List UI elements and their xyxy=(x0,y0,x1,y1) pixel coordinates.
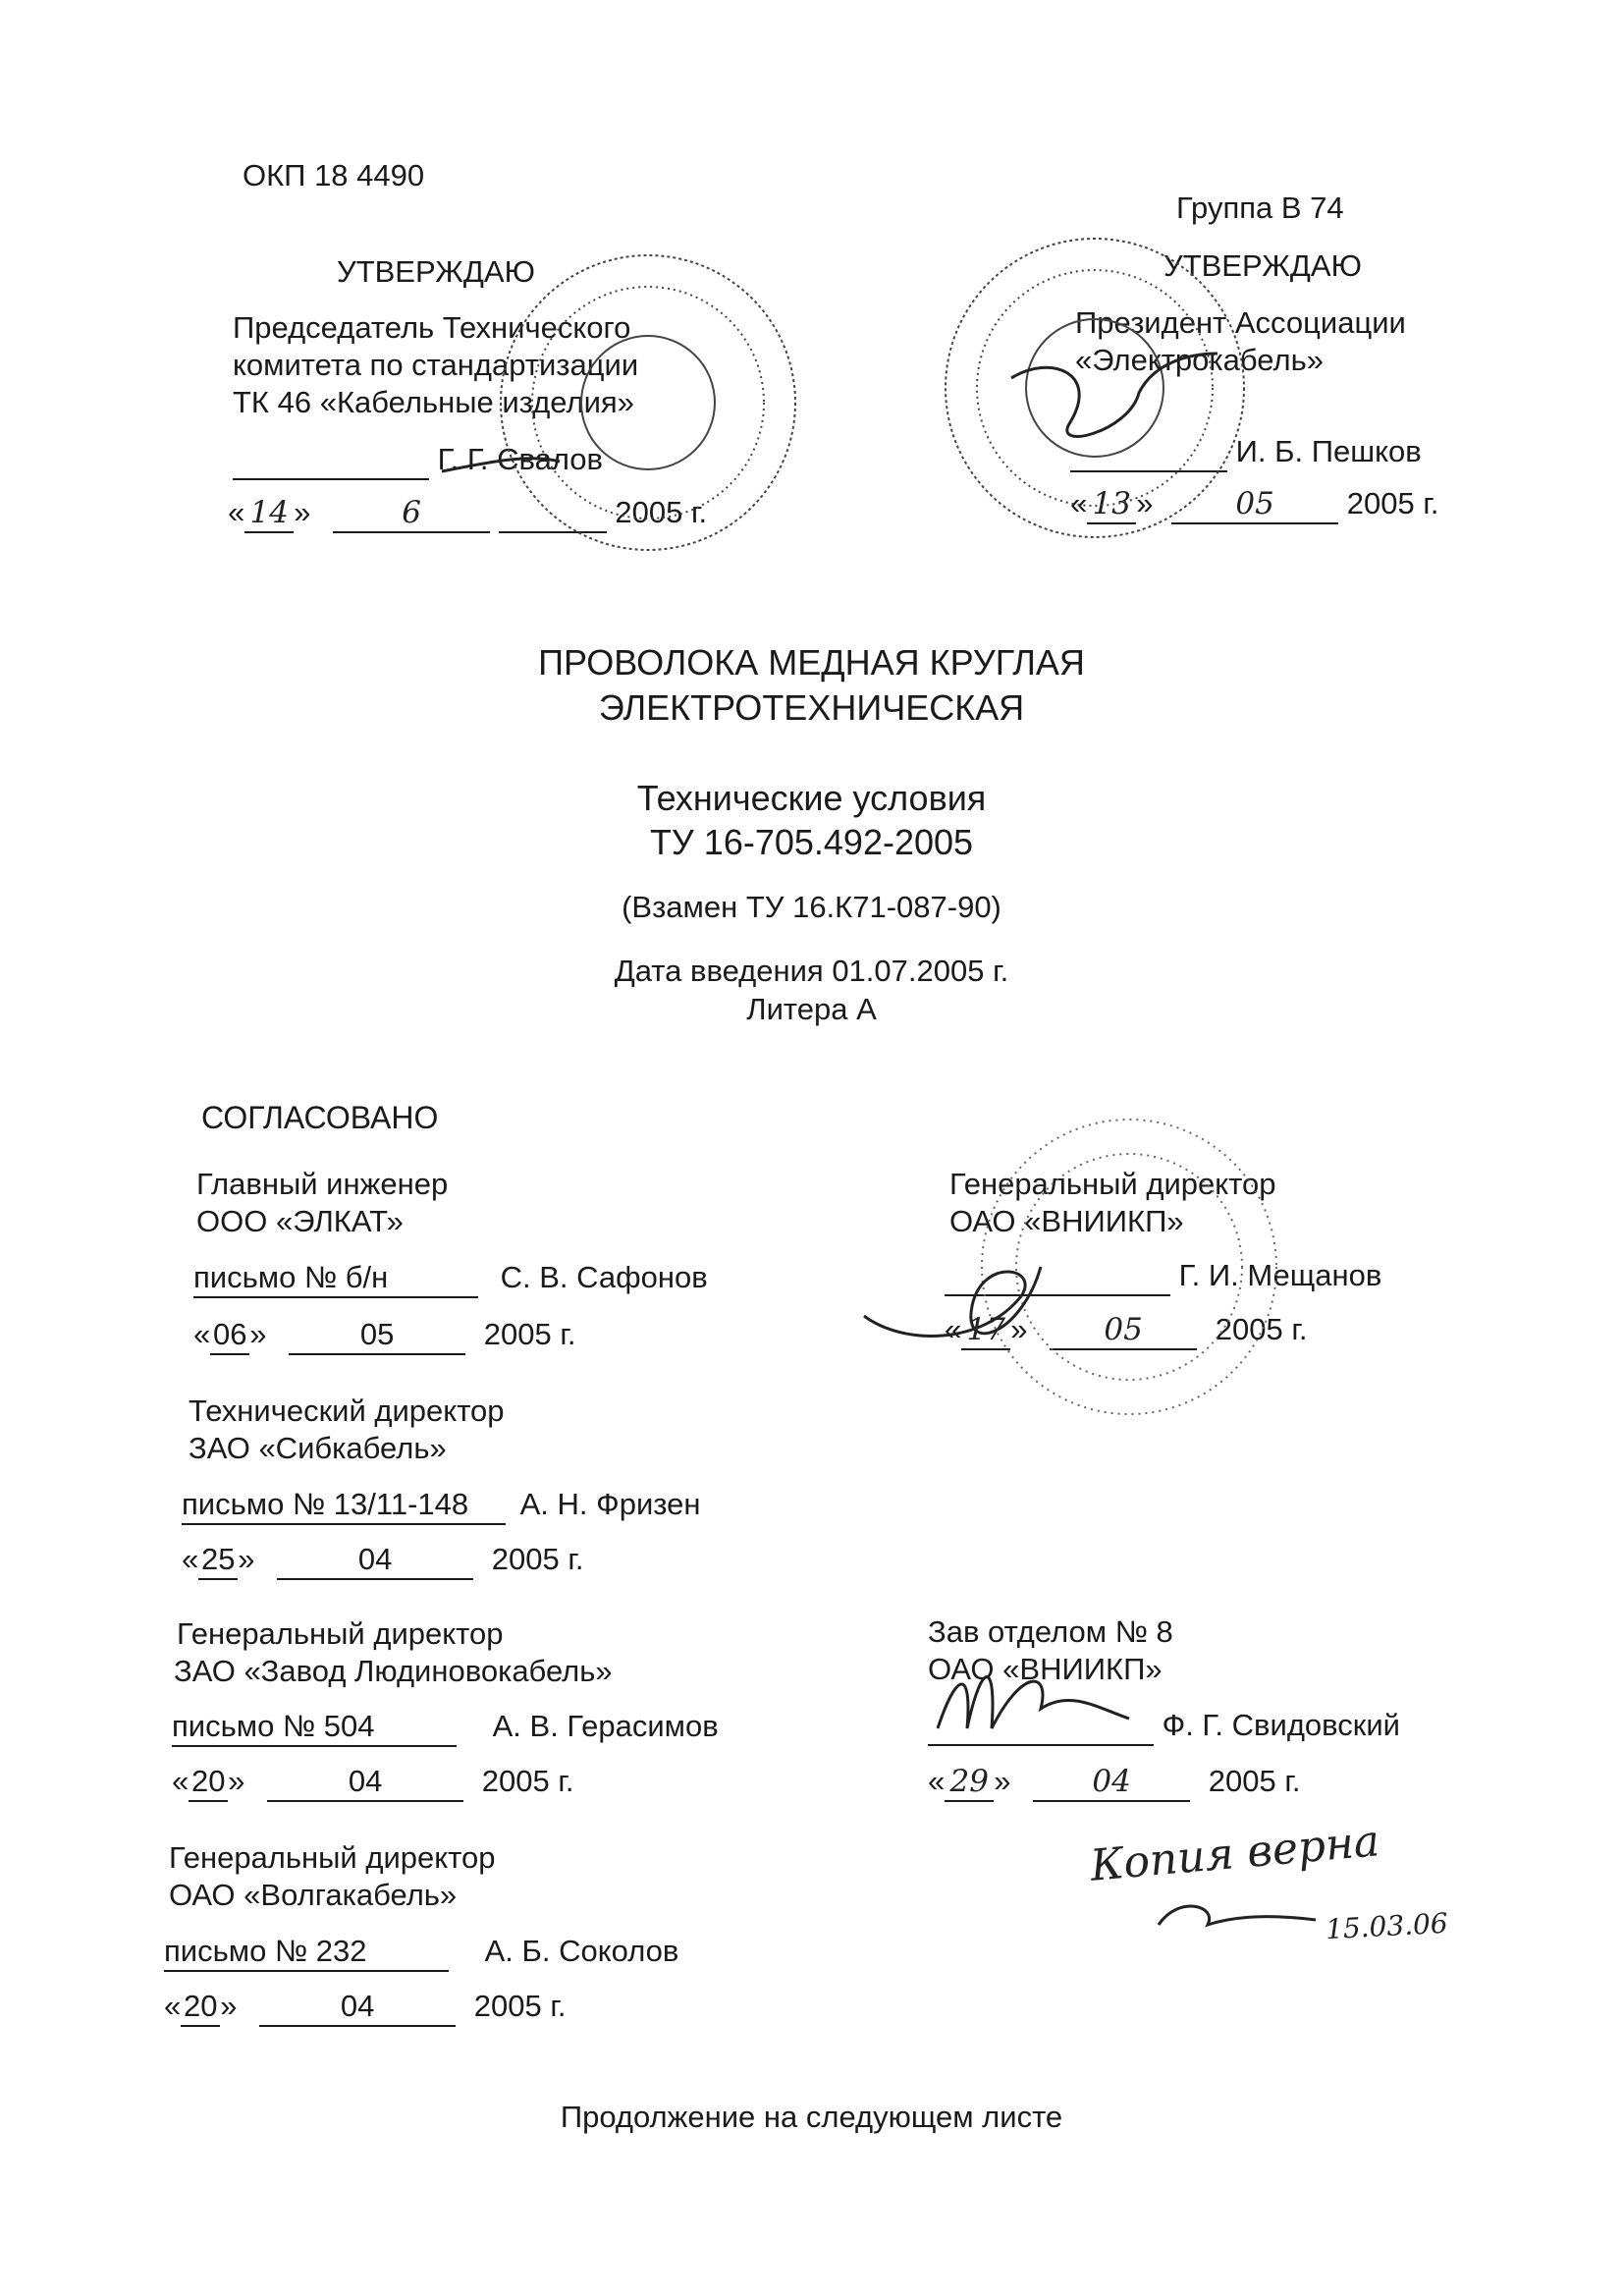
entry-position: Зав отделом № 8 xyxy=(928,1614,1173,1649)
approval-right-day: 13 xyxy=(1087,485,1136,524)
doc-title-line2: ЭЛЕКТРОТЕХНИЧЕСКАЯ xyxy=(598,687,1025,728)
entry-org: ОАО «ВНИИКП» xyxy=(928,1652,1163,1686)
entry-date: «20» 04 2005 г. xyxy=(164,1988,566,2027)
entry-year: 2005 г. xyxy=(1215,1312,1308,1346)
approval-left-signatory: Г. Г. Свалов xyxy=(437,442,603,476)
approval-right-month: 05 xyxy=(1171,485,1338,524)
entry-name: Г. И. Мещанов xyxy=(1178,1258,1382,1292)
approval-left-line3: ТК 46 «Кабельные изделия» xyxy=(233,385,634,419)
entry-day: 29 xyxy=(945,1763,994,1802)
entry-year: 2005 г. xyxy=(481,1764,574,1798)
entry-day: 25 xyxy=(198,1541,238,1580)
entry-month: 04 xyxy=(267,1763,463,1802)
approval-right-signatory: И. Б. Пешков xyxy=(1235,434,1422,468)
entry-year: 2005 г. xyxy=(1208,1764,1301,1798)
entry-month: 05 xyxy=(1050,1311,1197,1350)
copy-note-text: Копия верна xyxy=(1088,1816,1382,1891)
entry-month: 05 xyxy=(289,1316,465,1355)
approval-right-year: 2005 г. xyxy=(1346,486,1439,520)
doc-title-line1: ПРОВОЛОКА МЕДНАЯ КРУГЛАЯ xyxy=(538,642,1085,683)
doc-subtitle: Технические условия xyxy=(636,778,987,818)
approval-right-heading: УТВЕРЖДАЮ xyxy=(1163,248,1362,283)
entry-letter-line xyxy=(172,1708,719,1747)
approval-right-signature-line xyxy=(1070,433,1422,472)
entry-date: «20» 04 2005 г. xyxy=(172,1763,573,1802)
approval-left-line1: Председатель Технического xyxy=(233,310,631,345)
entry-org: ООО «ЭЛКАТ» xyxy=(196,1204,404,1238)
entry-letter-line xyxy=(193,1259,708,1298)
entry-signature-line xyxy=(928,1707,1400,1746)
entry-month: 04 xyxy=(277,1541,473,1580)
approval-left-line2: комитета по стандартизации xyxy=(233,348,639,382)
entry-day: 17 xyxy=(961,1311,1010,1350)
entry-day: 20 xyxy=(189,1763,228,1802)
approval-left-day: 14 xyxy=(244,494,294,533)
entry-letter: письмо № 232 xyxy=(164,1933,449,1972)
entry-name: Ф. Г. Свидовский xyxy=(1162,1708,1400,1742)
entry-name: С. В. Сафонов xyxy=(500,1260,708,1294)
entry-month: 04 xyxy=(1033,1763,1190,1802)
entry-month: 04 xyxy=(259,1988,456,2027)
entry-name: А. В. Герасимов xyxy=(492,1709,719,1743)
entry-position: Генеральный директор xyxy=(169,1840,496,1875)
entry-org: ОАО «ВНИИКП» xyxy=(949,1204,1184,1238)
approval-left-heading: УТВЕРЖДАЮ xyxy=(337,254,535,289)
entry-position: Главный инженер xyxy=(196,1167,449,1201)
approval-right-date: « 13 » 05 2005 г. xyxy=(1070,485,1438,524)
entry-letter-line xyxy=(182,1486,701,1525)
entry-letter: письмо № б/н xyxy=(193,1259,478,1298)
entry-year: 2005 г. xyxy=(491,1542,584,1576)
approval-left-date: « 14 » 6 2005 г. xyxy=(228,494,707,533)
doc-code: ТУ 16-705.492-2005 xyxy=(649,822,974,862)
doc-replaces: (Взамен ТУ 16.К71-087-90) xyxy=(622,890,1001,924)
entry-org: ЗАО «Завод Людиновокабель» xyxy=(174,1654,613,1688)
entry-org: ОАО «Волгакабель» xyxy=(169,1878,458,1912)
entry-year: 2005 г. xyxy=(473,1989,567,2023)
entry-letter: письмо № 504 xyxy=(172,1708,457,1747)
approval-left-month: 6 xyxy=(333,494,490,533)
copy-note-date: 15.03.06 xyxy=(1325,1906,1449,1946)
approval-right-line2: «Электрокабель» xyxy=(1075,343,1324,377)
entry-date: « 17 » 05 2005 г. xyxy=(945,1311,1307,1350)
entry-position: Генеральный директор xyxy=(177,1616,504,1651)
entry-date: «06» 05 2005 г. xyxy=(193,1316,575,1355)
doc-intro-date: Дата введения 01.07.2005 г. xyxy=(614,954,1009,988)
continued-note: Продолжение на следующем листе xyxy=(560,2100,1063,2134)
entry-date: « 29 » 04 2005 г. xyxy=(928,1763,1300,1802)
entry-letter: письмо № 13/11-148 xyxy=(182,1486,506,1525)
entry-day: 20 xyxy=(181,1988,220,2027)
group-code: Группа В 74 xyxy=(1176,191,1344,225)
doc-litera: Литера А xyxy=(746,992,877,1026)
signature-copy-icon xyxy=(1159,1906,1316,1925)
approval-left-signature-line xyxy=(233,441,603,480)
okp-code: ОКП 18 4490 xyxy=(243,158,425,192)
entry-name: А. Б. Соколов xyxy=(484,1934,679,1968)
approval-right-line1: Президент Ассоциации xyxy=(1075,305,1406,340)
entry-name: А. Н. Фризен xyxy=(519,1487,701,1521)
entry-position: Технический директор xyxy=(189,1394,505,1428)
approval-left-year: 2005 г. xyxy=(615,495,708,529)
entry-day: 06 xyxy=(210,1316,249,1355)
entry-signature-line xyxy=(945,1257,1381,1296)
entry-year: 2005 г. xyxy=(483,1317,576,1351)
agreed-heading: СОГЛАСОВАНО xyxy=(201,1100,439,1135)
entry-letter-line xyxy=(164,1933,678,1972)
entry-position: Генеральный директор xyxy=(949,1167,1276,1201)
signature-blank xyxy=(233,441,429,480)
entry-date: «25» 04 2005 г. xyxy=(182,1541,583,1580)
entry-org: ЗАО «Сибкабель» xyxy=(189,1431,447,1465)
